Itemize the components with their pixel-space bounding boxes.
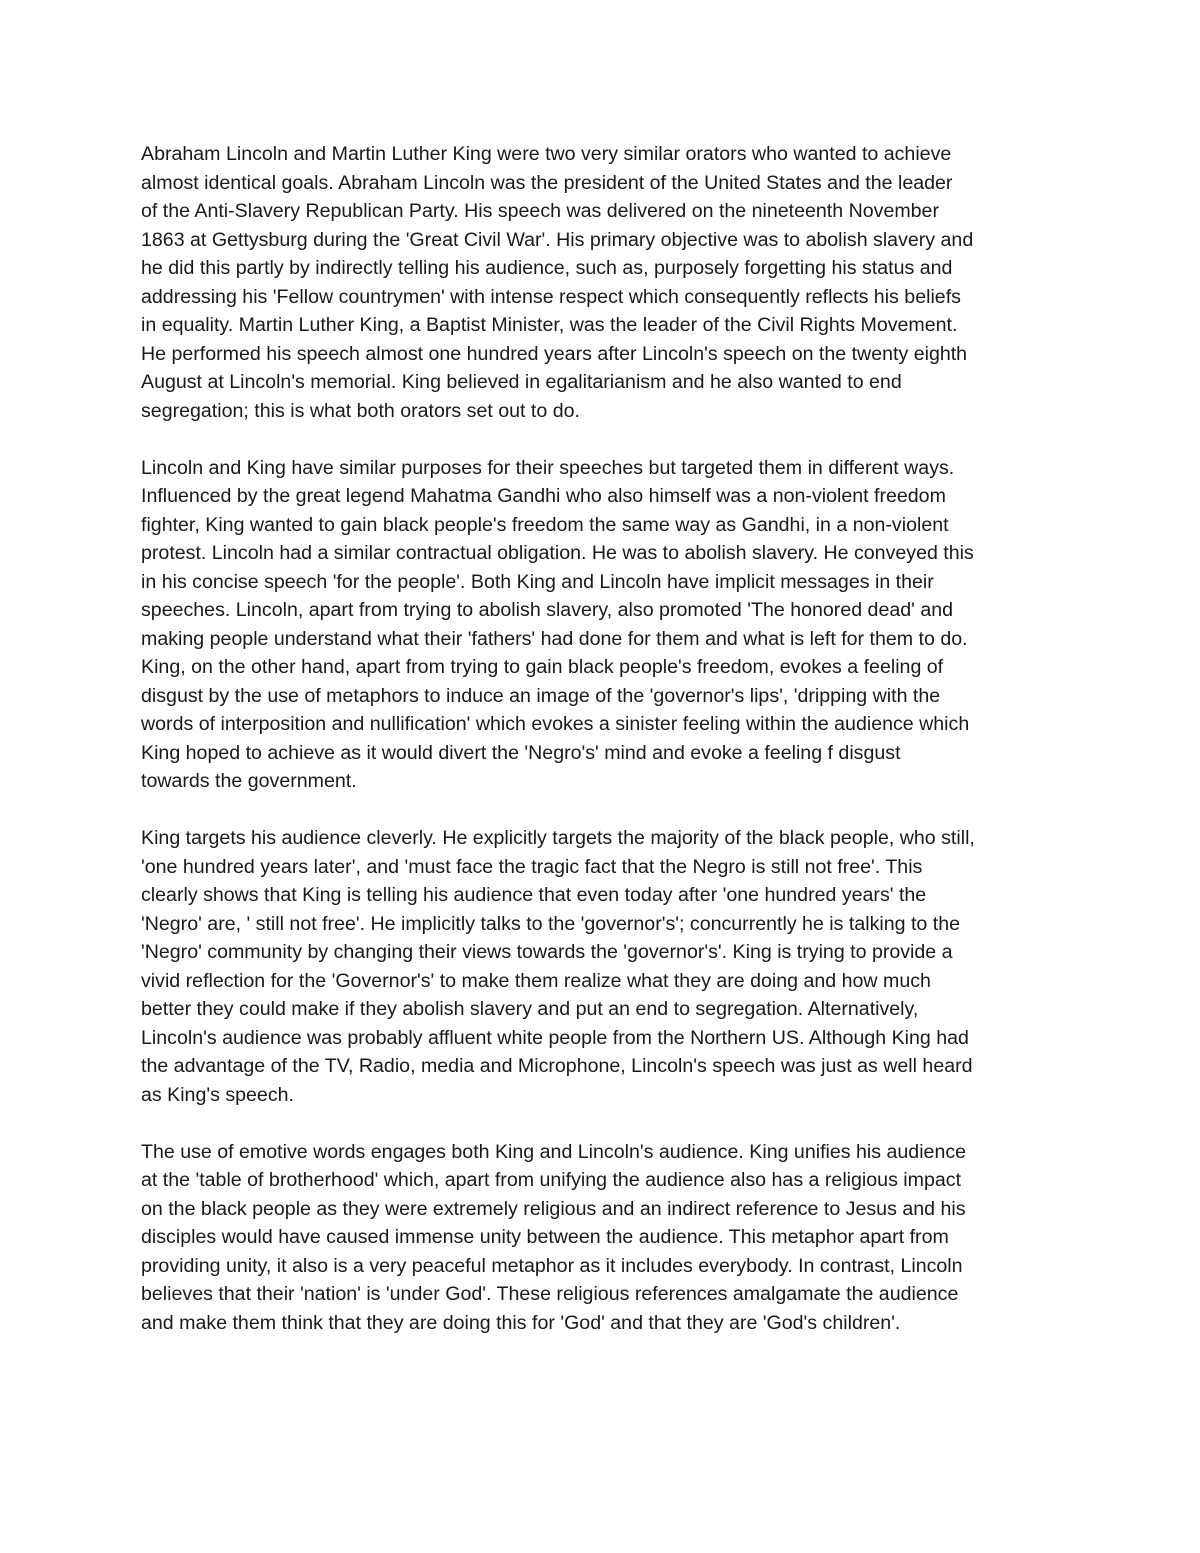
text-line: Lincoln and King have similar purposes for their speeches but targeted them in different ways. xyxy=(141,456,955,479)
paragraph-1 xyxy=(141,140,1071,425)
text-line: towards the government. xyxy=(141,770,357,792)
text-line: King, on the other hand, apart from trying to gain black people's freedom, evokes a feeling of xyxy=(141,656,944,678)
text-line: he did this partly by indirectly telling his audience, such as, purposely forgetting his status and xyxy=(141,257,953,279)
text-line: almost identical goals. Abraham Lincoln was the president of the United States and the leader xyxy=(141,171,953,194)
text-line: vivid reflection for the 'Governor's' to make them realize what they are doing and how much xyxy=(141,969,931,992)
text-line: The use of emotive words engages both King and Lincoln's audience. King unifies his audience xyxy=(141,1140,967,1163)
paragraph-4 xyxy=(141,1138,1071,1338)
text-line: 'Negro' are, ' still not free'. He implicitly talks to the 'governor's'; concurrently he is talking to the xyxy=(141,912,960,935)
text-line: and make them think that they are doing this for 'God' and that they are 'God's children'. xyxy=(141,1311,901,1334)
text-line: Abraham Lincoln and Martin Luther King were two very similar orators who wanted to achieve xyxy=(141,143,952,165)
text-line: Influenced by the great legend Mahatma Gandhi who also himself was a non-violent freedom xyxy=(141,485,946,507)
text-line: the advantage of the TV, Radio, media and Microphone, Lincoln's speech was just as well heard xyxy=(141,1055,973,1077)
text-line: providing unity, it also is a very peaceful metaphor as it includes everybody. In contrast, Lincoln xyxy=(141,1254,963,1277)
text-line: in equality. Martin Luther King, a Baptist Minister, was the leader of the Civil Rights Movement. xyxy=(141,314,958,336)
text-line: speeches. Lincoln, apart from trying to abolish slavery, also promoted 'The honored dead' and xyxy=(141,599,954,621)
text-line: of the Anti-Slavery Republican Party. His speech was delivered on the nineteenth November xyxy=(141,200,939,222)
text-line: addressing his 'Fellow countrymen' with intense respect which consequently reflects his beliefs xyxy=(141,285,961,308)
text-line: King hoped to achieve as it would divert the 'Negro's' mind and evoke a feeling f disgust xyxy=(141,741,901,764)
paragraph-3 xyxy=(141,824,1071,1109)
text-line: Lincoln's audience was probably affluent white people from the Northern US. Although King had xyxy=(141,1026,969,1049)
text-line: disciples would have caused immense unity between the audience. This metaphor apart from xyxy=(141,1226,949,1248)
text-line: segregation; this is what both orators set out to do. xyxy=(141,399,580,422)
text-line: in his concise speech 'for the people'. Both King and Lincoln have implicit messages in their xyxy=(141,570,934,593)
text-line: believes that their 'nation' is 'under God'. These religious references amalgamate the audience xyxy=(141,1283,959,1305)
text-line: as King's speech. xyxy=(141,1083,294,1106)
text-line: words of interposition and nullification' which evokes a sinister feeling within the audience which xyxy=(141,713,970,735)
text-line: 'Negro' community by changing their views towards the 'governor's'. King is trying to provide a xyxy=(141,941,953,963)
paragraph-2 xyxy=(141,454,1071,796)
text-line: 1863 at Gettysburg during the 'Great Civil War'. His primary objective was to abolish slavery and xyxy=(141,228,974,251)
text-line: making people understand what their 'fathers' had done for them and what is left for them to do. xyxy=(141,627,968,650)
text-line: King targets his audience cleverly. He explicitly targets the majority of the black people, who still, xyxy=(141,827,975,849)
text-line: He performed his speech almost one hundred years after Lincoln's speech on the twenty eighth xyxy=(141,342,968,365)
text-line: clearly shows that King is telling his audience that even today after 'one hundred years' the xyxy=(141,884,927,906)
document-body xyxy=(141,140,1071,1366)
text-line: on the black people as they were extremely religious and an indirect reference to Jesus and his xyxy=(141,1197,966,1220)
text-line: at the 'table of brotherhood' which, apart from unifying the audience also has a religious impact xyxy=(141,1169,962,1191)
text-line: disgust by the use of metaphors to induce an image of the 'governor's lips', 'dripping with the xyxy=(141,684,941,707)
text-line: 'one hundred years later', and 'must face the tragic fact that the Negro is still not free'. This xyxy=(141,855,923,878)
text-line: fighter, King wanted to gain black people's freedom the same way as Gandhi, in a non-violent xyxy=(141,513,949,536)
text-line: better they could make if they abolish slavery and put an end to segregation. Alternatively, xyxy=(141,998,919,1020)
text-line: August at Lincoln's memorial. King believed in egalitarianism and he also wanted to end xyxy=(141,371,902,393)
text-line: protest. Lincoln had a similar contractual obligation. He was to abolish slavery. He conveyed this xyxy=(141,542,974,564)
